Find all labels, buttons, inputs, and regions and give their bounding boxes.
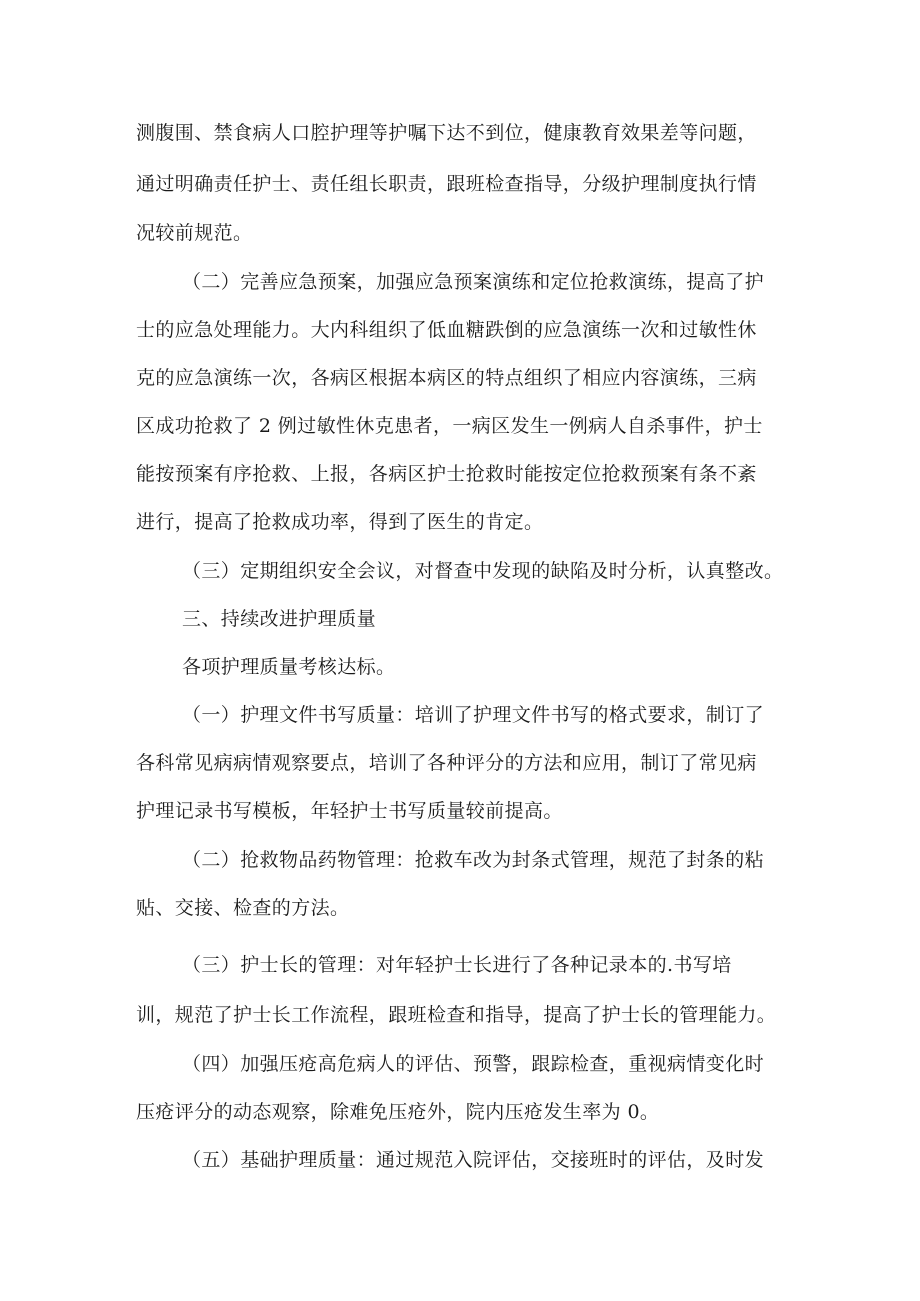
text-line: 通过明确责任护士、责任组长职责，跟班检查指导，分级护理制度执行情 xyxy=(136,173,757,195)
text-line: 区成功抢救了 2 例过敏性休克患者，一病区发生一例病人自杀事件，护士 xyxy=(136,415,763,437)
text-line: 护理记录书写模板，年轻护士书写质量较前提高。 xyxy=(136,800,563,822)
text-line: 压疮评分的动态观察，除难免压疮外，院内压疮发生率为 0。 xyxy=(136,1101,660,1123)
text-line: 各项护理质量考核达标。 xyxy=(182,656,396,678)
text-line: 克的应急演练一次，各病区根据本病区的特点组织了相应内容演练，三病 xyxy=(136,367,757,389)
text-line: 士的应急处理能力。大内科组织了低血糖跌倒的应急演练一次和过敏性休 xyxy=(136,319,757,341)
text-line: 况较前规范。 xyxy=(136,222,253,244)
section-heading: 三、持续改进护理质量 xyxy=(182,608,377,630)
text-line: （三）定期组织安全会议，对督查中发现的缺陷及时分析，认真整改。 xyxy=(182,560,784,582)
text-line: 测腹围、禁食病人口腔护理等护嘱下达不到位，健康教育效果差等问题， xyxy=(136,122,757,144)
text-line: 能按预案有序抢救、上报，各病区护士抢救时能按定位抢救预案有条不紊 xyxy=(136,463,757,485)
text-line: （五）基础护理质量：通过规范入院评估，交接班时的评估，及时发 xyxy=(182,1149,765,1171)
text-line: （二）完善应急预案，加强应急预案演练和定位抢救演练，提高了护 xyxy=(182,271,765,293)
text-line: 各科常见病病情观察要点，培训了各种评分的方法和应用，制订了常见病 xyxy=(136,752,757,774)
text-line: 训，规范了护士长工作流程，跟班检查和指导，提高了护士长的管理能力。 xyxy=(136,1004,777,1026)
text-line: （三）护士长的管理：对年轻护士长进行了各种记录本的.书写培 xyxy=(182,954,732,976)
text-line: 贴、交接、检查的方法。 xyxy=(136,897,350,919)
text-line: 进行，提高了抢救成功率，得到了医生的肯定。 xyxy=(136,511,544,533)
text-line: （一）护理文件书写质量：培训了护理文件书写的格式要求，制订了 xyxy=(182,704,765,726)
text-line: （二）抢救物品药物管理：抢救车改为封条式管理，规范了封条的粘 xyxy=(182,849,765,871)
text-line: （四）加强压疮高危病人的评估、预警，跟踪检查，重视病情变化时 xyxy=(182,1053,765,1075)
